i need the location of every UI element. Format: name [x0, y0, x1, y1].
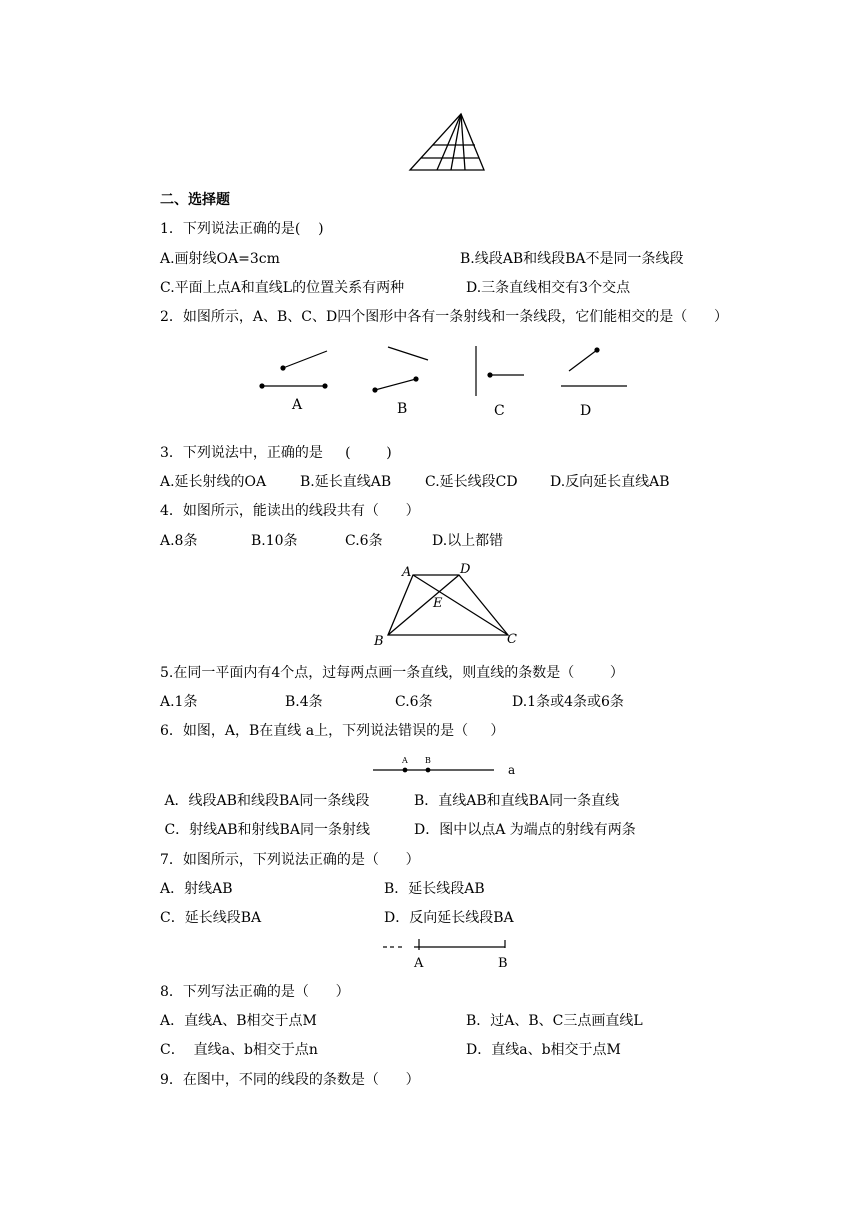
question-4-point-e: E — [433, 596, 443, 611]
question-2-label-b: B — [397, 401, 408, 417]
question-6-option-a: A．线段AB和线段BA同一条线段 — [160, 793, 370, 809]
question-7-point-b: B — [498, 956, 508, 971]
question-6-option-c: C．射线AB和射线BA同一条射线 — [160, 822, 370, 838]
question-5-option-b: B.4条 — [285, 694, 323, 710]
question-2-label-d: D — [580, 403, 592, 419]
question-5-option-d: D.1条或4条或6条 — [512, 694, 624, 710]
question-4-option-a: A.8条 — [160, 533, 198, 549]
question-8-option-b: B．过A、B、C三点画直线L — [466, 1013, 643, 1029]
question-7-option-c: C．延长线段BA — [160, 910, 262, 926]
question-4-point-b: B — [374, 634, 384, 649]
question-3-option-b: B.延长直线AB — [300, 474, 392, 490]
question-9-stem: 9．在图中，不同的线段的条数是（ ） — [160, 1072, 420, 1088]
question-1-option-b: B.线段AB和线段BA不是同一条线段 — [460, 251, 684, 267]
question-7-point-a: A — [414, 956, 424, 971]
question-3-option-d: D.反向延长直线AB — [550, 474, 670, 490]
question-4-option-d: D.以上都错 — [432, 533, 504, 549]
question-1-option-c: C.平面上点A和直线L的位置关系有两种 — [160, 280, 405, 296]
question-1-option-d: D.三条直线相交有3个交点 — [466, 280, 631, 296]
question-7-option-b: B．延长线段AB — [384, 881, 485, 897]
question-7-option-a: A．射线AB — [160, 881, 233, 897]
question-6-stem: 6．如图，A，B在直线 a上，下列说法错误的是（ ） — [160, 723, 505, 739]
question-4-point-a: A — [402, 565, 412, 580]
question-1-stem: 1．下列说法正确的是( ) — [160, 221, 324, 237]
question-3-option-a: A.延长射线的OA — [160, 474, 267, 490]
question-8-stem: 8．下列写法正确的是（ ） — [160, 984, 350, 1000]
question-3-stem: 3．下列说法中，正确的是 ( ) — [160, 445, 392, 461]
question-2-label-c: C — [494, 403, 505, 419]
question-8-option-a: A．直线A、B相交于点M — [160, 1013, 317, 1029]
question-6-point-a: A — [402, 756, 408, 765]
question-4-stem: 4．如图所示，能读出的线段共有（ ） — [160, 503, 420, 519]
question-4-option-c: C.6条 — [345, 533, 383, 549]
question-5-stem: 5.在同一平面内有4个点，过每两点画一条直线，则直线的条数是（ ） — [160, 665, 624, 681]
section-title: 二、选择题 — [160, 192, 230, 208]
question-7-option-d: D．反向延长线段BA — [384, 910, 514, 926]
question-3-option-c: C.延长线段CD — [425, 474, 518, 490]
question-4-option-b: B.10条 — [251, 533, 298, 549]
question-4-point-d: D — [460, 562, 471, 577]
question-7-stem: 7．如图所示，下列说法正确的是（ ） — [160, 852, 420, 868]
question-2-stem: 2．如图所示，A、B、C、D四个图形中各有一条射线和一条线段，它们能相交的是（ ） — [160, 309, 728, 325]
question-6-option-d: D．图中以点A 为端点的射线有两条 — [414, 822, 636, 838]
question-6-option-b: B．直线AB和直线BA同一条直线 — [414, 793, 620, 809]
question-5-option-c: C.6条 — [395, 694, 433, 710]
question-6-line-label: a — [508, 763, 516, 777]
question-8-option-c: C． 直线a、b相交于点n — [160, 1042, 318, 1058]
question-2-label-a: A — [292, 397, 303, 413]
question-6-point-b: B — [425, 756, 431, 765]
question-8-option-d: D．直线a、b相交于点M — [466, 1042, 621, 1058]
question-5-option-a: A.1条 — [160, 694, 198, 710]
question-4-point-c: C — [507, 632, 517, 647]
question-1-option-a: A.画射线OA=3cm — [160, 251, 280, 267]
